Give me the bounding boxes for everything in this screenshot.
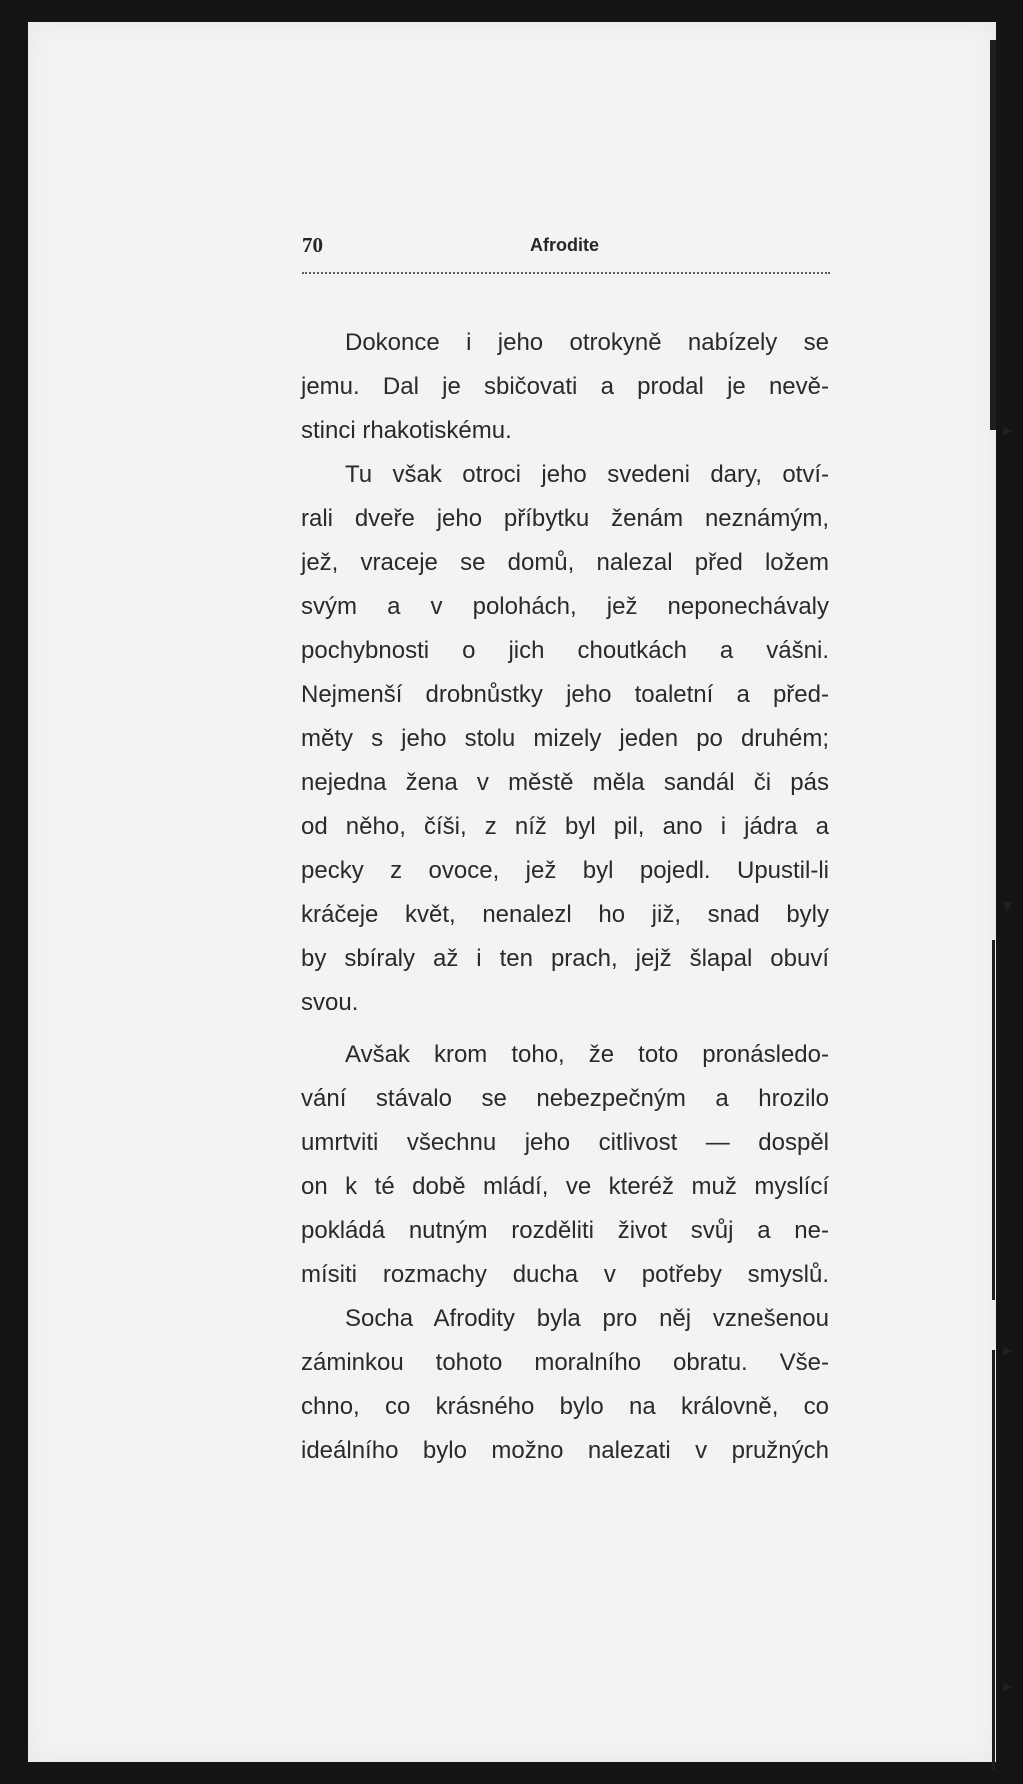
running-title: Afrodite	[530, 235, 599, 255]
paragraph	[301, 453, 829, 1025]
text-line: Dokonce i jeho otrokyně nabízely se	[345, 329, 829, 356]
text-line: od něho, číši, z níž byl pil, ano i jádra a	[301, 813, 829, 840]
text-line: pochybnosti o jich choutkách a vášni.	[301, 637, 829, 664]
text-line: jež, vraceje se domů, nalezal před ložem	[301, 549, 829, 576]
body-text	[301, 321, 829, 1473]
text-line: ideálního bylo možno nalezati v pružných	[301, 1437, 829, 1464]
text-line: Nejmenší drobnůstky jeho toaletní a před-	[301, 681, 829, 708]
text-line: rali dveře jeho příbytku ženám neznámým,	[301, 505, 829, 532]
text-line: nejedna žena v městě měla sandál či pás	[301, 769, 829, 796]
text-line: stinci rhakotiskému.	[301, 417, 512, 444]
text-line: Tu však otroci jeho svedeni dary, otví-	[345, 461, 829, 488]
text-line: umrtviti všechnu jeho citlivost — dospěl	[301, 1129, 829, 1156]
text-line: on k té době mládí, ve kteréž muž myslící	[301, 1173, 829, 1200]
text-line: svou.	[301, 989, 359, 1016]
text-line: vání stávalo se nebezpečným a hrozilo	[301, 1085, 829, 1112]
text-line: pecky z ovoce, jež byl pojedl. Upustil-li	[301, 857, 829, 884]
text-line: Avšak krom toho, že toto pronásledo-	[345, 1041, 829, 1068]
page-header	[302, 233, 830, 273]
page-number: 70	[302, 233, 323, 257]
margin-mark: ▸	[1003, 1340, 1013, 1360]
text-line: měty s jeho stolu mizely jeden po druhém;	[301, 725, 829, 752]
paragraph-gap	[301, 1025, 829, 1033]
text-line: jemu. Dal je sbičovati a prodal je nevě-	[301, 373, 829, 400]
margin-mark: ▸	[1003, 420, 1013, 440]
paragraph	[301, 1033, 829, 1297]
text-line: pokládá nutným rozděliti život svůj a ne-	[301, 1217, 829, 1244]
paragraph	[301, 321, 829, 453]
margin-mark: ▸	[1003, 1676, 1013, 1696]
text-line: Socha Afrodity byla pro něj vznešenou	[345, 1305, 829, 1332]
page-edge-line	[992, 940, 995, 1300]
page-edge-line	[990, 40, 996, 430]
text-line: chno, co krásného bylo na královně, co	[301, 1393, 829, 1420]
text-line: mísiti rozmachy ducha v potřeby smyslů.	[301, 1261, 829, 1288]
text-line: záminkou tohoto moralního obratu. Vše-	[301, 1349, 829, 1376]
margin-mark: ▾	[1003, 895, 1013, 915]
text-line: svým a v polohách, jež neponechávaly	[301, 593, 829, 620]
text-line: kráčeje květ, nenalezl ho již, snad byly	[301, 901, 829, 928]
text-line: by sbíraly až i ten prach, jejž šlapal obuví	[301, 945, 829, 972]
header-rule	[302, 272, 830, 274]
page-edge-line	[992, 1350, 995, 1770]
paragraph	[301, 1297, 829, 1473]
